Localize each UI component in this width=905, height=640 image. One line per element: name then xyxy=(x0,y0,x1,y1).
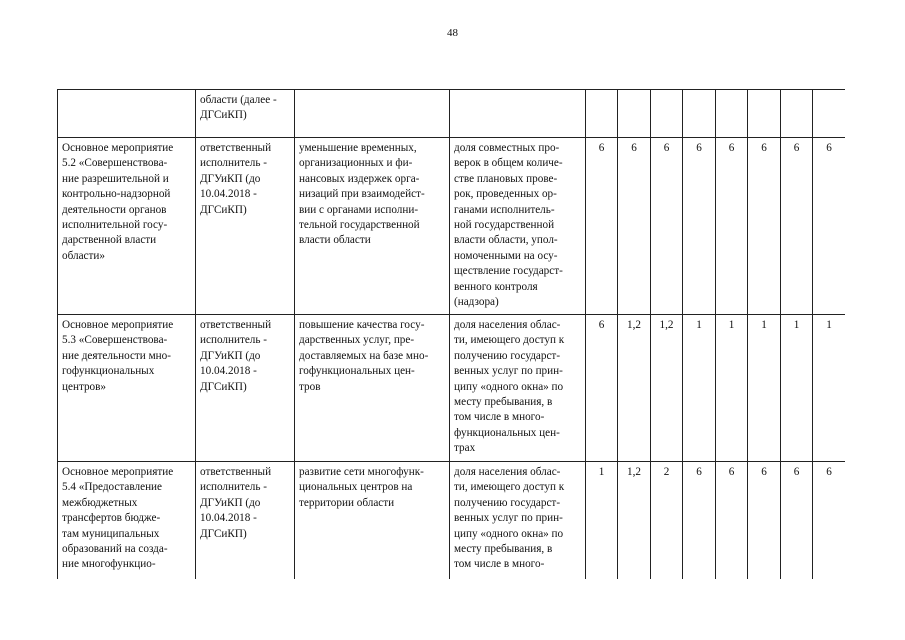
value-cell: 6 xyxy=(781,462,813,580)
executor-cell: ответственный исполнитель - ДГУиКП (до 10.04.2018 - ДГСиКП) xyxy=(196,315,295,462)
indicator-cell xyxy=(450,90,586,138)
table-row xyxy=(58,90,846,138)
result-cell: уменьшение временных, организационных и фи- нансовых издержек орга- низаций при взаимодейст- вии с органами исполни- тельной государственной власти области xyxy=(295,138,450,315)
value-cell: 1 xyxy=(683,315,716,462)
table-row xyxy=(58,138,846,315)
measures-table xyxy=(57,89,845,579)
result-cell: развитие сети многофунк- циональных центров на территории области xyxy=(295,462,450,580)
value-cell: 6 xyxy=(586,138,618,315)
value-cell: 6 xyxy=(748,462,781,580)
result-cell: повышение качества госу- дарственных услуг, пре- доставляемых на базе мно- гофункциональных цен- тров xyxy=(295,315,450,462)
value-cell: 6 xyxy=(813,462,846,580)
value-cell xyxy=(781,90,813,138)
value-cell: 1 xyxy=(748,315,781,462)
value-cell: 6 xyxy=(716,138,748,315)
value-cell xyxy=(716,90,748,138)
page-number: 48 xyxy=(447,27,458,39)
event-cell: Основное мероприятие 5.3 «Совершенствова- ние деятельности мно- гофункциональных центров» xyxy=(58,315,196,462)
value-cell xyxy=(748,90,781,138)
result-cell xyxy=(295,90,450,138)
value-cell xyxy=(618,90,651,138)
value-cell: 6 xyxy=(781,138,813,315)
value-cell: 6 xyxy=(813,138,846,315)
event-cell: Основное мероприятие 5.2 «Совершенствова- ние разрешительной и контрольно-надзорной деятельности органов исполнительной госу- дарственной власти области» xyxy=(58,138,196,315)
value-cell: 6 xyxy=(748,138,781,315)
value-cell: 6 xyxy=(618,138,651,315)
value-cell xyxy=(683,90,716,138)
value-cell: 1,2 xyxy=(651,315,683,462)
value-cell: 1 xyxy=(586,462,618,580)
value-cell: 1,2 xyxy=(618,315,651,462)
value-cell: 6 xyxy=(683,462,716,580)
value-cell xyxy=(651,90,683,138)
indicator-cell: доля населения облас- ти, имеющего доступ к получению государст- венных услуг по прин- ципу «одного окна» по месту пребывания, в том числе в много- функциональных цен- трах xyxy=(450,315,586,462)
executor-cell: области (далее - ДГСиКП) xyxy=(196,90,295,138)
measures-table-wrapper xyxy=(57,89,845,579)
executor-cell: ответственный исполнитель - ДГУиКП (до 10.04.2018 - ДГСиКП) xyxy=(196,138,295,315)
table-row xyxy=(58,315,846,462)
indicator-cell: доля совместных про- верок в общем количе- стве плановых прове- рок, проведенных ор- ганами исполнитель- ной государственной власти области, упол- номоченными на осу- ществление государст- венного контроля (надзора) xyxy=(450,138,586,315)
event-cell: Основное мероприятие 5.4 «Предоставление межбюджетных трансфертов бюдже- там муниципальных образований на созда- ние многофункцио- xyxy=(58,462,196,580)
value-cell: 2 xyxy=(651,462,683,580)
value-cell: 1 xyxy=(781,315,813,462)
indicator-cell: доля населения облас- ти, имеющего доступ к получению государст- венных услуг по прин- ципу «одного окна» по месту пребывания, в том числе в много- xyxy=(450,462,586,580)
value-cell: 6 xyxy=(586,315,618,462)
value-cell: 1 xyxy=(813,315,846,462)
value-cell: 6 xyxy=(716,462,748,580)
value-cell xyxy=(586,90,618,138)
executor-cell: ответственный исполнитель - ДГУиКП (до 10.04.2018 - ДГСиКП) xyxy=(196,462,295,580)
value-cell xyxy=(813,90,846,138)
table-row xyxy=(58,462,846,580)
value-cell: 6 xyxy=(651,138,683,315)
value-cell: 1 xyxy=(716,315,748,462)
value-cell: 1,2 xyxy=(618,462,651,580)
value-cell: 6 xyxy=(683,138,716,315)
event-cell xyxy=(58,90,196,138)
